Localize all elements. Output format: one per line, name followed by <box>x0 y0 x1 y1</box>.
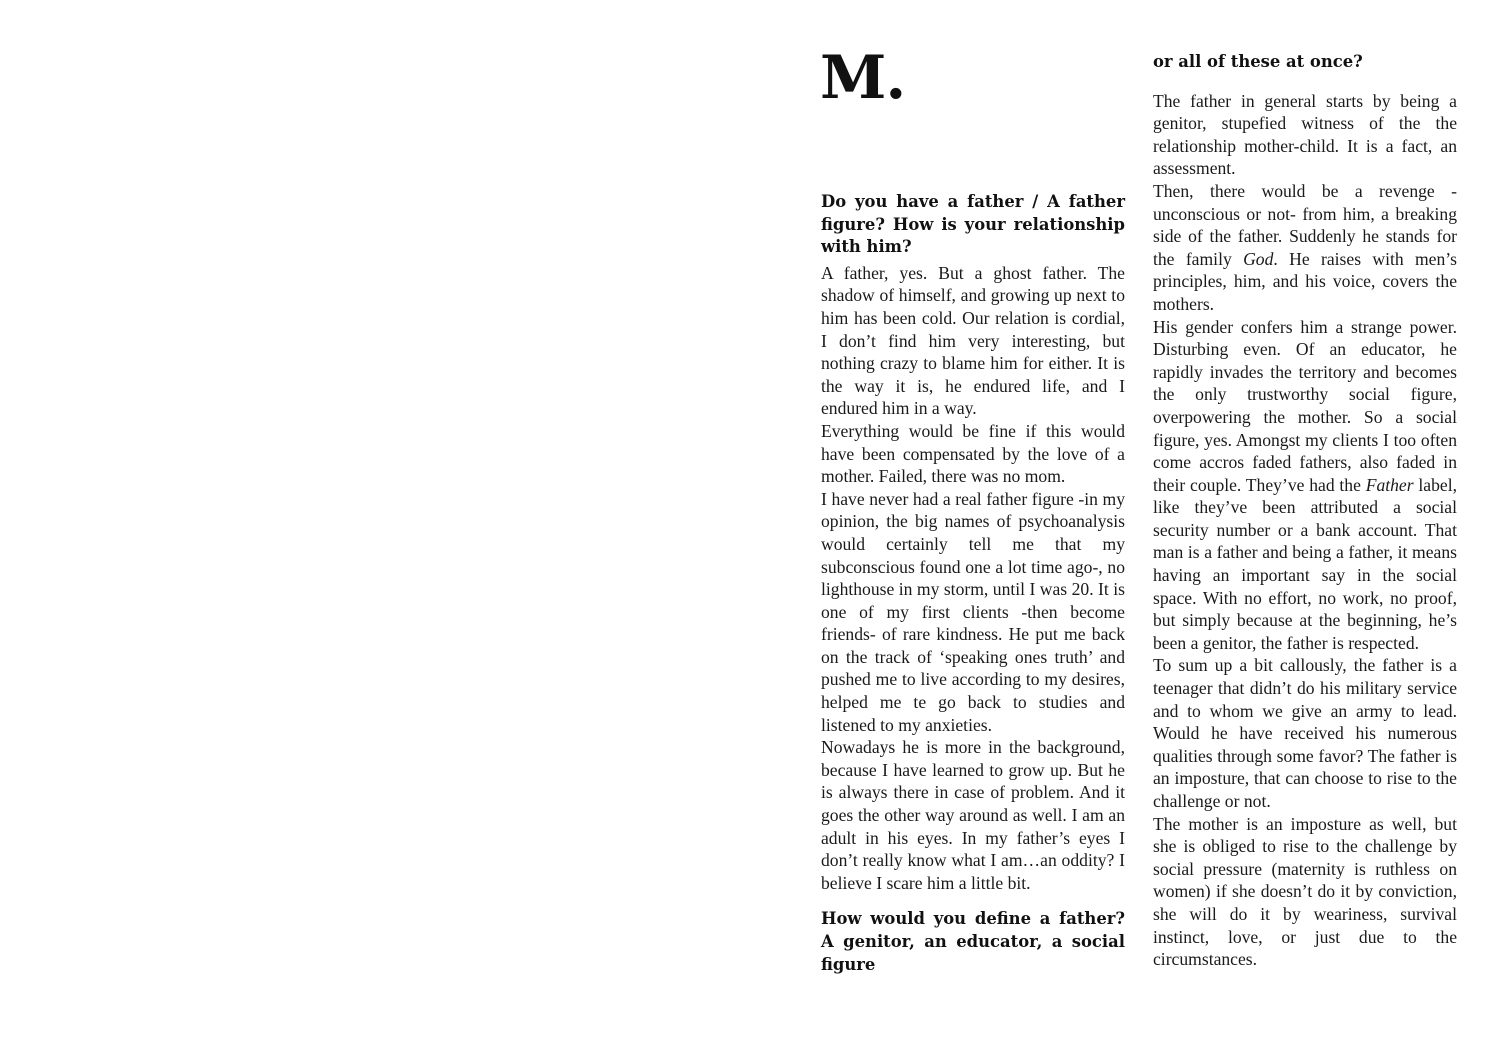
answer-paragraph <box>1153 180 1457 316</box>
answer-paragraph: The mother is an imposture as well, but she is obliged to rise to the challenge by social pressure (maternity is ruthless on women) if she doesn’t do it by conviction, she will do it by weariness, survival instinct, love, or just due to the circumstances. <box>1153 813 1457 970</box>
question-heading-continued: or all of these at once? <box>1153 52 1363 71</box>
answer-paragraph: Everything would be fine if this would have been compensated by the love of a mother. Failed, there was no mom. <box>821 420 1125 487</box>
answer-paragraph: The father in general starts by being a genitor, stupefied witness of the the relationship mother-child. It is a fact, an assessment. <box>1153 90 1457 179</box>
answer-paragraph: A father, yes. But a ghost father. The shadow of himself, and growing up next to him has been cold. Our relation is cordial, I don’t find him very interesting, but nothing crazy to blame him for either. It is the way it is, he endured life, and I endured him in a way. <box>821 262 1125 419</box>
emphasis: God <box>1243 248 1274 269</box>
text-run: label, like they’ve been attributed a social security number or a bank account. That man is a father and being a father, it means having an important say in the social space. With no effort, no work, no proof, but simply because at the beginning, he’s been a genitor, the father is respected. <box>1153 474 1457 653</box>
question-heading: How would you define a father? A genitor, an educator, a social figure <box>821 909 1125 974</box>
right-text-column <box>1153 51 1457 971</box>
text-run: . He raises with men’s principles, him, and his voice, covers the mothers. <box>1153 248 1458 314</box>
text-run: His gender confers him a strange power. Disturbing even. Of an educator, he rapidly invades the territory and becomes the only trustworthy social figure, overpowering the mother. So a social figure, yes. Amongst my clients I too often come accros faded fathers, also faded in their couple. They’ve had the <box>1153 316 1457 495</box>
answer-paragraph: I have never had a real father figure -in my opinion, the big names of psychoanalysis would certainly tell me that my subconscious found one a lot time ago-, no lighthouse in my storm, until I was 20. It is one of my first clients -then become friends- of rare kindness. He put me back on the track of ‘speaking ones truth’ and pushed me to live according to my desires, helped me te go back to studies and listened to my anxieties. <box>821 488 1125 735</box>
answer-paragraph: Nowadays he is more in the background, because I have learned to grow up. But he is always there in case of problem. And it goes the other way around as well. I am an adult in his eyes. In my father’s eyes I don’t really know what I am…an oddity? I believe I scare him a little bit. <box>821 737 1125 893</box>
emphasis: Father <box>1365 474 1414 495</box>
answer-paragraph <box>1153 316 1457 655</box>
interviewee-initial: M. <box>820 43 906 113</box>
text-run: Then, there would be a revenge -unconscious or not- from him, a breaking side of the father. Suddenly he stands for the family <box>1153 180 1457 269</box>
left-text-column <box>821 191 1125 976</box>
answer-paragraph: To sum up a bit callously, the father is a teenager that didn’t do his military service and to whom we give an army to lead. Would he have received his numerous qualities through some favor? The father is an imposture, that can choose to rise to the challenge or not. <box>1153 655 1457 811</box>
question-heading: Do you have a father / A father figure? How is your relationship with him? <box>821 192 1125 257</box>
